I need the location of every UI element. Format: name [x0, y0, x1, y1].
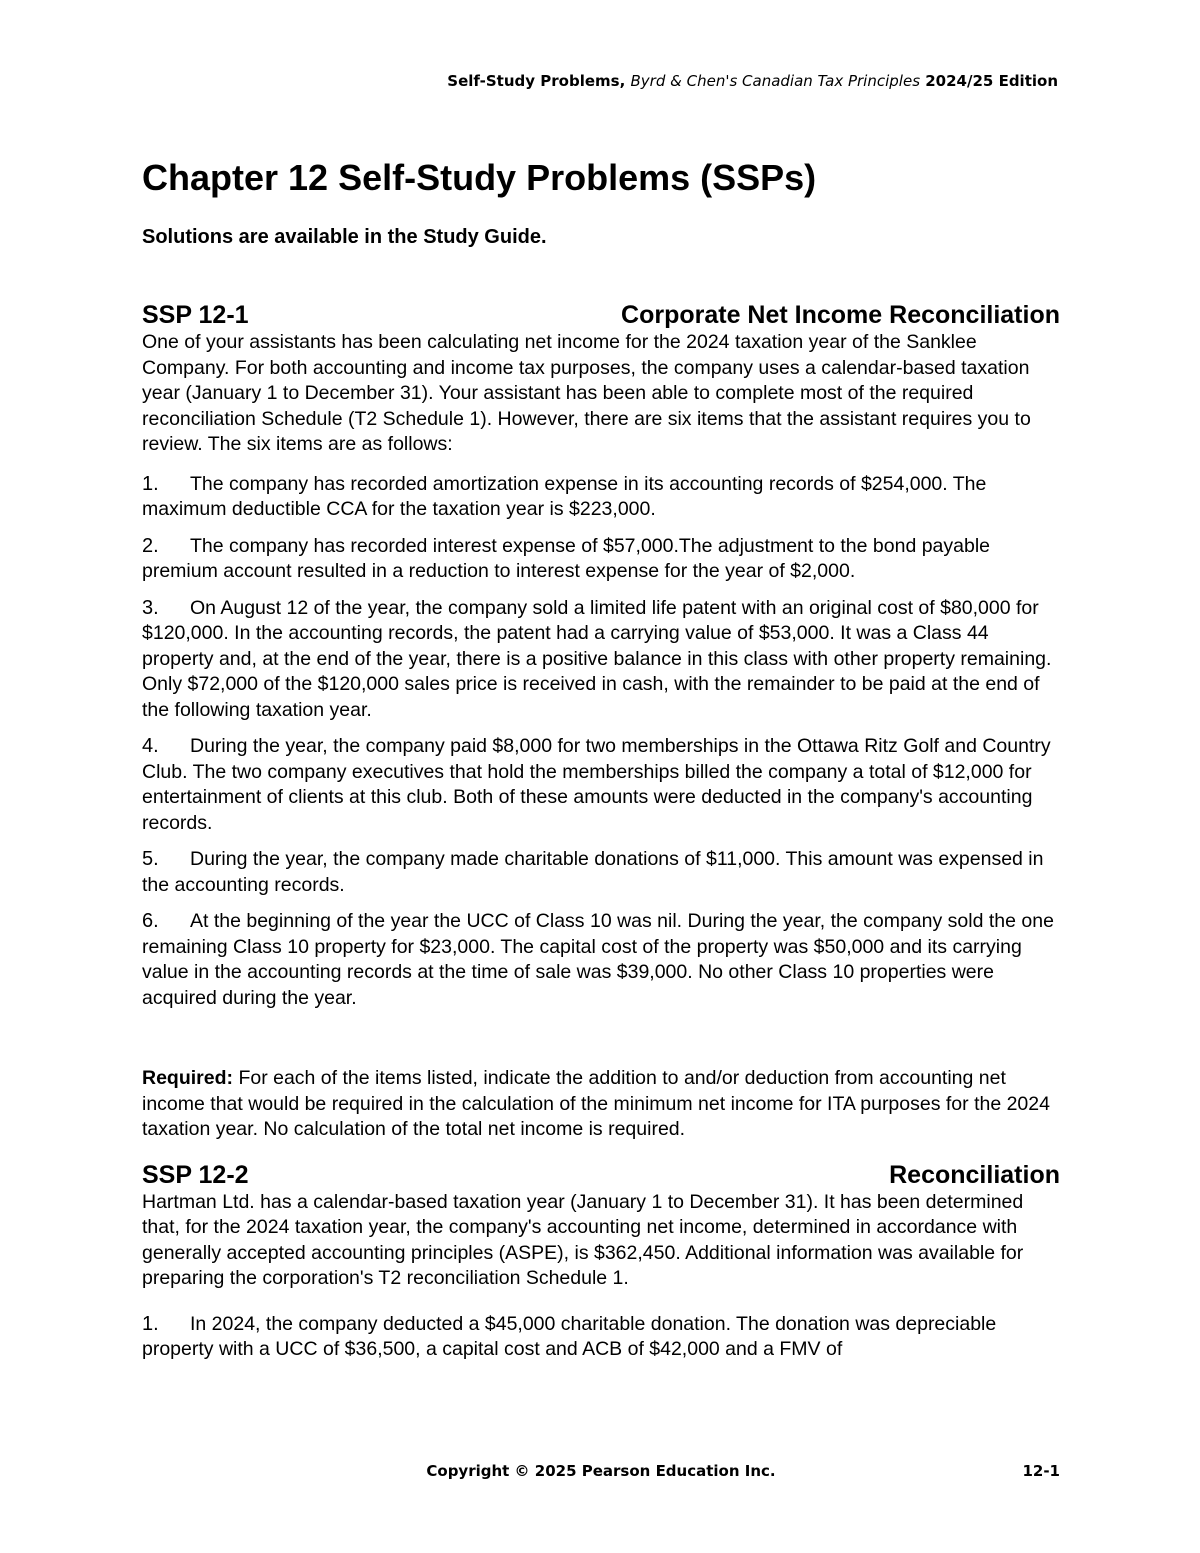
- ssp-number: SSP 12-2: [142, 1160, 249, 1189]
- running-header: [447, 72, 1058, 90]
- item-number: 6.: [142, 910, 159, 932]
- item-text: The company has recorded interest expense of $57,000.The adjustment to the bond payable premium account resulted in a reduction to interest expense for the year of $2,000.: [142, 534, 991, 582]
- ssp-12-2-heading: [142, 1160, 1060, 1190]
- list-item: [142, 734, 1060, 836]
- item-text: On August 12 of the year, the company sold a limited life patent with an original cost of $80,000 for $120,000. In the accounting records, the patent had a carrying value of $53,000. It was a Class 44 property and, at the end of the year, there is a positive balance in this class with other property remaining. Only $72,000 of the $120,000 sales price is received in cash, with the remainder to be paid at the end of the following taxation year.: [142, 596, 1052, 721]
- header-prefix: Self-Study Problems,: [447, 72, 626, 90]
- list-item: [142, 909, 1060, 1011]
- item-number: 1.: [142, 1312, 159, 1335]
- header-book-title: Byrd & Chen's Canadian Tax Principles: [630, 72, 921, 90]
- item-number: 1.: [142, 472, 159, 495]
- ssp-12-2-intro: Hartman Ltd. has a calendar-based taxation year (January 1 to December 31). It has been determined that, for the 2024 taxation year, the company's accounting net income, determined in accordance with generally accepted accounting principles (ASPE), is $362,450. Additional information was available for preparing the corporation's T2 reconciliation Schedule 1.: [142, 1190, 1024, 1289]
- page-number: 12-1: [1022, 1462, 1060, 1480]
- solutions-note: Solutions are available in the Study Guide.: [142, 226, 547, 248]
- list-item: [142, 847, 1060, 898]
- list-item: [142, 534, 1060, 585]
- list-item: [142, 472, 1060, 523]
- list-item: [142, 1312, 1060, 1363]
- item-number: 4.: [142, 735, 159, 757]
- copyright-notice: Copyright © 2025 Pearson Education Inc.: [426, 1462, 776, 1480]
- required-paragraph: [142, 1066, 1060, 1143]
- item-number: 2.: [142, 534, 159, 557]
- header-edition: 2024/25 Edition: [925, 72, 1058, 90]
- required-text: For each of the items listed, indicate the addition to and/or deduction from accounting net income that would be required in the calculation of the minimum net income for ITA purposes for the 2024 taxation year. No calculation of the total net income is required.: [142, 1067, 1050, 1140]
- item-text: During the year, the company paid $8,000 for two memberships in the Ottawa Ritz Golf and Country Club. The two company executives that hold the memberships billed the company a total of $12,000 for entertainment of clients at this club. Both of these amounts were deducted in the company's accounting records.: [142, 735, 1051, 834]
- ssp-topic: Reconciliation: [889, 1160, 1060, 1189]
- item-text: During the year, the company made charitable donations of $11,000. This amount was expensed in the accounting records.: [142, 848, 1044, 896]
- ssp-12-1-intro: One of your assistants has been calculating net income for the 2024 taxation year of the Sanklee Company. For both accounting and income tax purposes, the company uses a calendar-based taxation year (January 1 to December 31). Your assistant has been able to complete most of the required reconciliation Schedule (T2 Schedule 1). However, there are six items that the assistant requires you to review. The six items are as follows:: [142, 331, 1031, 455]
- ssp-12-1-items: [142, 472, 1060, 1012]
- item-text: At the beginning of the year the UCC of Class 10 was nil. During the year, the company sold the one remaining Class 10 property for $23,000. The capital cost of the property was $50,000 and its carrying value in the accounting records at the time of sale was $39,000. No other Class 10 properties were acquired during the year.: [142, 910, 1054, 1009]
- item-number: 5.: [142, 848, 159, 870]
- list-item: [142, 596, 1060, 724]
- item-text: The company has recorded amortization expense in its accounting records of $254,000. The maximum deductible CCA for the taxation year is $223,000.: [142, 472, 987, 520]
- required-label: Required:: [142, 1067, 234, 1089]
- page-content: [142, 150, 1060, 1363]
- ssp-12-2-items: [142, 1312, 1060, 1363]
- item-text: In 2024, the company deducted a $45,000 charitable donation. The donation was depreciable property with a UCC of $36,500, a capital cost and ACB of $42,000 and a FMV of: [142, 1312, 997, 1360]
- chapter-title: Chapter 12 Self-Study Problems (SSPs): [142, 157, 817, 198]
- ssp-topic: Corporate Net Income Reconciliation: [621, 301, 1060, 329]
- item-number: 3.: [142, 596, 159, 619]
- ssp-number: SSP 12-1: [142, 301, 249, 329]
- ssp-12-1-heading: [142, 300, 1060, 330]
